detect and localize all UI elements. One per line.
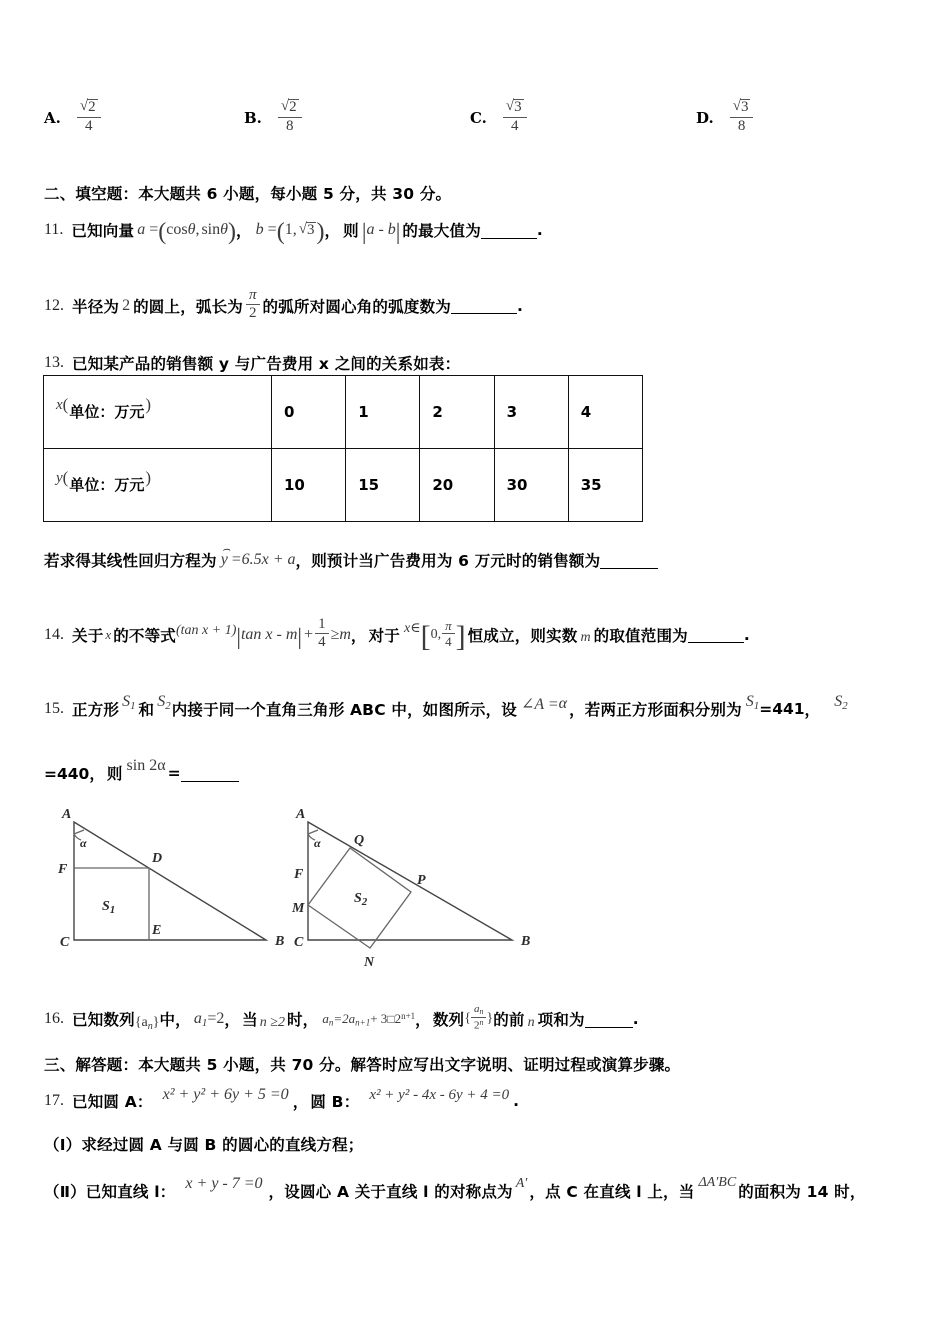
q15-s2-label: S: [834, 693, 843, 711]
q17-triangle-label: ΔA′BC: [698, 1175, 737, 1190]
question-13: [44, 352, 460, 374]
table-header-x: x ( 单位：万元 ): [44, 376, 272, 449]
option-d-numerator: 3: [740, 99, 749, 115]
question-12: [44, 289, 523, 323]
sales-advertising-table: [43, 375, 643, 522]
table-cell-y2: 20: [420, 449, 494, 522]
q17-line-equation: x + y - 7 =0: [185, 1175, 263, 1192]
q17-text-a: 已知圆 A：: [72, 1093, 153, 1111]
q17-number: 17.: [44, 1092, 64, 1109]
q11-vector-b: b: [255, 221, 264, 238]
figure-left-square-label: $S_1$: [102, 899, 116, 916]
q14-answer-blank[interactable]: [688, 626, 744, 643]
q11-equals-2: =: [267, 221, 277, 238]
table-cell-y3: 30: [494, 449, 568, 522]
q14-domain-hi: [442, 619, 455, 649]
figure-right-vertex-N: N: [364, 955, 375, 970]
q16-rec-sub: n: [328, 1017, 334, 1028]
figure-left-vertex-C: C: [60, 935, 70, 950]
table-x-var: x: [56, 397, 63, 413]
question-15-figures: [44, 800, 564, 985]
figure-right-vertex-A: A: [296, 807, 306, 822]
q11-b-one: 1,: [284, 221, 297, 238]
section-three-heading: 三、解答题：本大题共 5 小题，共 70 分。解答时应写出文字说明、证明过程或演算步骤。: [44, 1056, 681, 1074]
q15-alpha: α: [558, 695, 568, 712]
figure-right-vertex-P: P: [417, 873, 426, 888]
q15-text-a: 正方形: [72, 701, 120, 719]
q16-text-b: 中，: [159, 1011, 191, 1030]
option-b[interactable]: [244, 100, 470, 135]
q13-answer-blank[interactable]: [600, 552, 658, 569]
q14-domain-denominator: 4: [445, 634, 452, 650]
q15-s2-label-sub: 2: [842, 700, 848, 713]
q11-abs-expression: a - b: [366, 221, 396, 238]
q14-text-e: 的取值范围为: [593, 626, 688, 645]
figure-left-angle-alpha: α: [80, 836, 87, 850]
q16-rec-two: 2: [394, 1010, 402, 1026]
table-y-unit: 单位：万元: [69, 476, 145, 494]
table-y-var: y: [56, 470, 63, 486]
q15-s1-equals: =441: [759, 700, 805, 718]
q12-frac-denominator: 2: [249, 305, 257, 322]
q15-s1-label-sub: 1: [753, 700, 760, 713]
q15-s1: S: [122, 693, 131, 711]
figure-right-vertex-F: F: [294, 867, 304, 882]
q16-ratio-fraction: [471, 1004, 487, 1032]
option-a-numerator: 2: [88, 99, 96, 115]
option-c-denominator: 4: [511, 117, 519, 134]
q11-comma-cn-1: ，: [235, 222, 252, 240]
figure-right-vertex-C: C: [294, 935, 304, 950]
q17-part-1: （Ⅰ）求经过圆 A 与圆 B 的圆心的直线方程；: [44, 1136, 364, 1154]
table-x-unit: 单位：万元: [69, 403, 145, 421]
q13-y-hat: ⌢ y: [221, 551, 228, 569]
q12-text-c: 的弧所对圆心角的弧度数为: [262, 297, 451, 316]
q17-part-2: [44, 1175, 866, 1202]
figure-right-vertex-Q: Q: [354, 833, 365, 848]
option-a-denominator: 4: [84, 117, 93, 134]
q12-answer-blank[interactable]: [451, 297, 517, 314]
q14-var-m: m: [580, 629, 591, 645]
q11-equals-1: =: [149, 221, 159, 238]
option-d[interactable]: [696, 100, 755, 135]
q11-text-b: 的最大值为: [402, 222, 481, 240]
q14-var-x: x: [105, 626, 112, 642]
q13-after-a: 若求得其线性回归方程为: [44, 552, 217, 570]
table-cell-x4: 4: [568, 376, 642, 449]
q11-theta-2: θ: [220, 221, 228, 238]
q17-comma: ，: [292, 1093, 309, 1111]
q16-seq-open: {a: [134, 1014, 148, 1030]
q16-answer-blank[interactable]: [585, 1011, 633, 1028]
figure-right-square-label: $S_2$: [354, 891, 368, 908]
q16-text-f: 的前: [493, 1011, 525, 1030]
q16-text-a: 已知数列: [72, 1011, 135, 1030]
q13-after-b: ，则预计当广告费用为 6 万元时的销售额为: [295, 552, 601, 570]
table-cell-y4: 35: [568, 449, 642, 522]
q11-comma-1: ,: [195, 221, 200, 238]
q13-regression-formula: =6.5x + a: [230, 551, 296, 568]
q16-period: .: [632, 1010, 639, 1029]
q11-text-a: 已知向量: [71, 222, 135, 240]
q14-text-d: 恒成立，则实数: [467, 626, 578, 645]
option-c-label: C.: [470, 108, 487, 127]
q16-ratio-num-sub: n: [479, 1007, 484, 1017]
table-cell-x2: 2: [420, 376, 494, 449]
q11-cos: cos: [166, 221, 188, 238]
figure-right-vertex-B: B: [521, 934, 531, 949]
q17-point-a-prime: A′: [515, 1176, 528, 1191]
option-c-numerator: 3: [514, 99, 522, 115]
table-cell-x1: 1: [346, 376, 420, 449]
q12-number: 12.: [44, 296, 64, 314]
q16-var-n: n: [527, 1015, 535, 1031]
q16-a1-eq: =2: [207, 1009, 225, 1027]
q15-text-b: 和: [138, 701, 155, 719]
figure-right-triangle-square-s2: [284, 800, 544, 990]
q14-expr-2: tan x - m: [240, 625, 298, 643]
q15-line2-equals: =440，: [44, 765, 105, 783]
q15-sin-2alpha: sin 2α: [126, 757, 166, 774]
question-15-line2: [44, 757, 239, 784]
figure-left-triangle-square-s1: [44, 800, 294, 980]
q12-arc-length: [246, 288, 260, 322]
option-d-value: √ 3 8: [730, 99, 754, 134]
q11-paren-close: ): [227, 218, 236, 245]
q17-part2-text-d: 的面积为 14 时，: [738, 1183, 866, 1201]
q16-rec-box-glyph: □: [387, 1011, 395, 1026]
q16-rec-sub-2: n+1: [355, 1017, 371, 1028]
question-15-line1: [44, 693, 848, 720]
table-header-y: y ( 单位：万元 ): [44, 449, 272, 522]
q15-comma-1: ，: [804, 701, 821, 719]
q14-text-c: 对于: [368, 626, 401, 645]
table-cell-y0: 10: [272, 449, 346, 522]
q16-rec-an: a: [322, 1010, 329, 1026]
figure-left-vertex-A: A: [62, 807, 72, 822]
q17-part2-text-c: ，点 C 在直线 l 上，当: [529, 1183, 695, 1201]
q16-ratio-den: 2: [473, 1019, 480, 1032]
q11-vector-a: a: [137, 221, 146, 238]
question-14: 14. 关于 x 的不等式 (tan x + 1) | tan x - m | + $\frac{1}{4}$ ≥m ， 对于 x∈ [ 0, $\frac{\pi}{4}$ ] 恒成立，则实数 m 的取值范围为 .: [44, 616, 750, 653]
q15-line2-then: 则: [106, 765, 123, 783]
q15-line2-equals-sign: =: [167, 764, 181, 782]
q14-domain-x: x∈: [404, 621, 421, 637]
q14-domain-lo: 0,: [430, 626, 442, 642]
q11-paren-open: (: [158, 218, 167, 245]
q12-text-a: 半径为: [72, 297, 120, 316]
q12-text-b: 的圆上，弧长为: [133, 297, 244, 316]
q14-comma: ，: [350, 626, 367, 645]
table-cell-y1: 15: [346, 449, 420, 522]
figure-left-vertex-F: F: [58, 862, 68, 877]
q16-comma-1: ，: [224, 1011, 241, 1030]
q15-number: 15.: [44, 700, 64, 717]
q16-text-e: 数列: [432, 1011, 465, 1030]
option-c-value: √ 3 4: [503, 99, 527, 134]
q15-answer-blank[interactable]: [181, 765, 239, 782]
option-c[interactable]: [470, 100, 696, 135]
q14-frac-numerator: 1: [315, 617, 329, 634]
q15-text-d: ，若两正方形面积分别为: [569, 701, 742, 719]
section-two-heading: 二、填空题：本大题共 6 小题，每小题 5 分，共 30 分。: [44, 185, 452, 203]
option-b-denominator: 8: [286, 117, 294, 134]
q14-plus: +: [304, 625, 314, 643]
q16-rec-exponent: n+1: [401, 1010, 416, 1021]
option-a-value: √ 2 4: [77, 99, 101, 134]
q14-number: 14.: [44, 625, 64, 643]
q15-s1-sub: 1: [130, 700, 136, 713]
q16-seq-sub: n: [147, 1020, 153, 1032]
q14-domain-numerator: π: [442, 619, 455, 634]
q16-text-d: 时，: [286, 1011, 319, 1030]
q11-sin: sin: [201, 221, 221, 238]
q11-b-paren-open: (: [276, 218, 285, 245]
q16-ratio-num: a: [473, 1003, 480, 1015]
question-17: [44, 1086, 520, 1112]
figure-left-vertex-B: B: [275, 934, 285, 949]
q17-period: .: [513, 1092, 520, 1110]
q17-part2-text-a: （Ⅱ）已知直线 l：: [44, 1183, 176, 1201]
option-a-label: A.: [44, 108, 61, 127]
q16-rec-plus: + 3: [370, 1010, 388, 1026]
q16-a1: a: [193, 1009, 202, 1027]
q14-ge-m: ≥m: [330, 625, 351, 643]
q16-text-g: 项和为: [537, 1011, 585, 1030]
q17-circle-b-equation: x² + y² - 4x - 6y + 4 =0: [369, 1086, 510, 1103]
option-b-numerator: 2: [289, 99, 297, 115]
q12-period: .: [516, 296, 524, 315]
figure-right-vertex-M: M: [292, 901, 305, 916]
q16-n-ge-2: n ≥2: [259, 1015, 285, 1031]
q12-radius: 2: [122, 296, 131, 314]
question-16: [44, 1005, 639, 1033]
option-a[interactable]: [44, 100, 244, 135]
q16-a1-sub: 1: [201, 1016, 208, 1029]
q11-number: 11.: [44, 221, 64, 238]
q14-period: .: [743, 625, 750, 644]
figure-left-vertex-D: D: [152, 851, 163, 866]
q14-fraction: [315, 617, 329, 651]
q15-text-c: 内接于同一个直角三角形 ABC 中，如图所示，设: [171, 701, 517, 719]
table-row-y: [44, 449, 643, 522]
q11-answer-blank[interactable]: [481, 222, 537, 239]
q11-period: .: [536, 221, 543, 239]
q17-part2-text-b: ，设圆心 A 关于直线 l 的对称点为: [268, 1183, 513, 1201]
option-d-denominator: 8: [737, 117, 746, 134]
q12-frac-numerator: π: [246, 288, 260, 305]
option-d-label: D.: [696, 108, 714, 127]
q16-comma-2: ，: [415, 1011, 431, 1030]
q14-expr-1: (tan x + 1): [176, 622, 237, 638]
table-row-x: [44, 376, 643, 449]
q15-s2: S: [157, 693, 166, 711]
q15-s1-label: S: [745, 693, 754, 711]
q13-number: 13.: [44, 354, 64, 371]
q14-text-a: 关于: [72, 626, 104, 645]
table-cell-x3: 3: [494, 376, 568, 449]
q13-prompt: 已知某产品的销售额 y 与广告费用 x 之间的关系如表：: [72, 355, 461, 373]
q16-ratio-close: }: [486, 1011, 494, 1027]
q14-text-b: 的不等式: [113, 626, 176, 645]
option-b-value: √ 2 8: [278, 99, 302, 134]
q16-ratio-open: {: [464, 1011, 471, 1027]
q16-seq-close: }: [152, 1014, 160, 1030]
q11-theta-1: θ: [187, 221, 196, 238]
answer-options-row: [44, 100, 906, 135]
q11-then: 则: [343, 222, 359, 240]
option-b-label: B.: [244, 108, 262, 127]
q11-b-radical: 3: [306, 221, 315, 238]
q14-frac-denominator: 4: [318, 634, 326, 651]
q15-s2-sub: 2: [165, 700, 171, 713]
q16-number: 16.: [44, 1010, 64, 1028]
q11-comma-cn-2: ，: [324, 222, 341, 240]
q16-rec-eq: =2a: [333, 1010, 356, 1026]
question-13-regression-line: [44, 549, 658, 571]
q16-text-c: 当: [242, 1011, 258, 1030]
q15-angle: ∠A =: [520, 696, 559, 713]
q16-ratio-den-sup: n: [479, 1018, 484, 1028]
figure-left-vertex-E: E: [152, 923, 162, 938]
q17-text-b: 圆 B：: [310, 1093, 360, 1111]
q11-b-paren-close: ): [316, 218, 325, 245]
question-11: 11. 已知向量 a = ( cos θ , sin θ ) ， b = ( 1, √ 3 ) ， 则 | a - b | 的最大值为 .: [44, 218, 543, 245]
table-cell-x0: 0: [272, 376, 346, 449]
figure-right-angle-alpha: α: [314, 836, 321, 850]
q17-circle-a-equation: x² + y² + 6y + 5 =0: [162, 1086, 289, 1103]
